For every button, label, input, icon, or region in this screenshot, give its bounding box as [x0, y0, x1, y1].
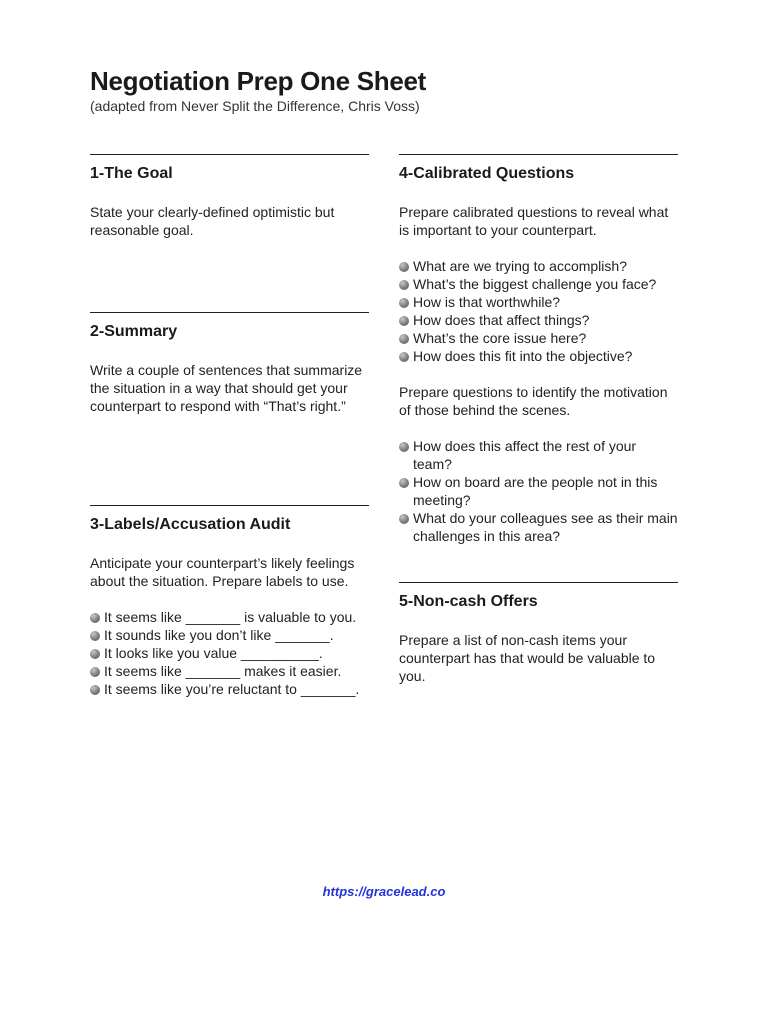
bullet-icon — [90, 649, 100, 659]
bullet-icon — [90, 631, 100, 641]
page-subtitle: (adapted from Never Split the Difference, Chris Voss) — [90, 98, 420, 114]
section-divider — [90, 154, 369, 155]
footer-link[interactable]: https://gracelead.co — [322, 884, 446, 899]
bullet-icon — [399, 478, 409, 488]
bullet-icon — [399, 514, 409, 524]
list-item: How on board are the people not in this meeting? — [399, 473, 678, 509]
bullet-icon — [90, 667, 100, 677]
list-item: How does this affect the rest of your team? — [399, 437, 678, 473]
section-divider — [90, 505, 369, 506]
bullet-icon — [399, 352, 409, 362]
list-item: How does this fit into the objective? — [399, 347, 678, 365]
motivation-bullet-list — [399, 437, 678, 545]
bullet-icon — [399, 262, 409, 272]
section-heading: 4-Calibrated Questions — [399, 165, 575, 182]
list-item: It sounds like you don’t like _______. — [90, 626, 369, 644]
section-summary — [90, 312, 369, 433]
bullet-icon — [399, 334, 409, 344]
section-body: State your clearly-defined optimistic but reasonable goal. — [90, 204, 335, 238]
list-item: It seems like you’re reluctant to _______. — [90, 680, 369, 698]
list-item: How does that affect things? — [399, 311, 678, 329]
bullet-icon — [399, 316, 409, 326]
bullet-icon — [90, 613, 100, 623]
section-calibrated-questions — [399, 154, 678, 563]
section-divider — [399, 154, 678, 155]
section-divider — [399, 582, 678, 583]
section-body: Write a couple of sentences that summarize the situation in a way that should get your counterpart to respond with “That’s right.” — [90, 362, 363, 414]
bullet-icon — [90, 685, 100, 695]
section-goal — [90, 154, 369, 257]
section-body: Anticipate your counterpart’s likely feelings about the situation. Prepare labels to use. — [90, 555, 355, 589]
label-bullet-list — [90, 608, 369, 698]
section-body: Prepare calibrated questions to reveal what is important to your counterpart. — [399, 204, 669, 238]
list-item: It seems like _______ makes it easier. — [90, 662, 369, 680]
section-heading: 1-The Goal — [90, 165, 173, 182]
section-body: Prepare a list of non-cash items your counterpart has that would be valuable to you. — [399, 632, 656, 684]
bullet-icon — [399, 298, 409, 308]
section-heading: 2-Summary — [90, 323, 178, 340]
section-body: Prepare questions to identify the motivation of those behind the scenes. — [399, 384, 668, 418]
page-title: Negotiation Prep One Sheet — [90, 66, 427, 96]
list-item: What’s the biggest challenge you face? — [399, 275, 678, 293]
bullet-icon — [399, 280, 409, 290]
list-item: What are we trying to accomplish? — [399, 257, 678, 275]
list-item: It looks like you value __________. — [90, 644, 369, 662]
section-labels — [90, 505, 369, 716]
bullet-icon — [399, 442, 409, 452]
section-heading: 5-Non-cash Offers — [399, 593, 538, 610]
list-item: What’s the core issue here? — [399, 329, 678, 347]
list-item: It seems like _______ is valuable to you. — [90, 608, 369, 626]
section-divider — [90, 312, 369, 313]
list-item: What do your colleagues see as their main challenges in this area? — [399, 509, 678, 545]
calibrated-bullet-list — [399, 257, 678, 365]
list-item: How is that worthwhile? — [399, 293, 678, 311]
section-noncash-offers — [399, 582, 678, 703]
section-heading: 3-Labels/Accusation Audit — [90, 516, 291, 533]
